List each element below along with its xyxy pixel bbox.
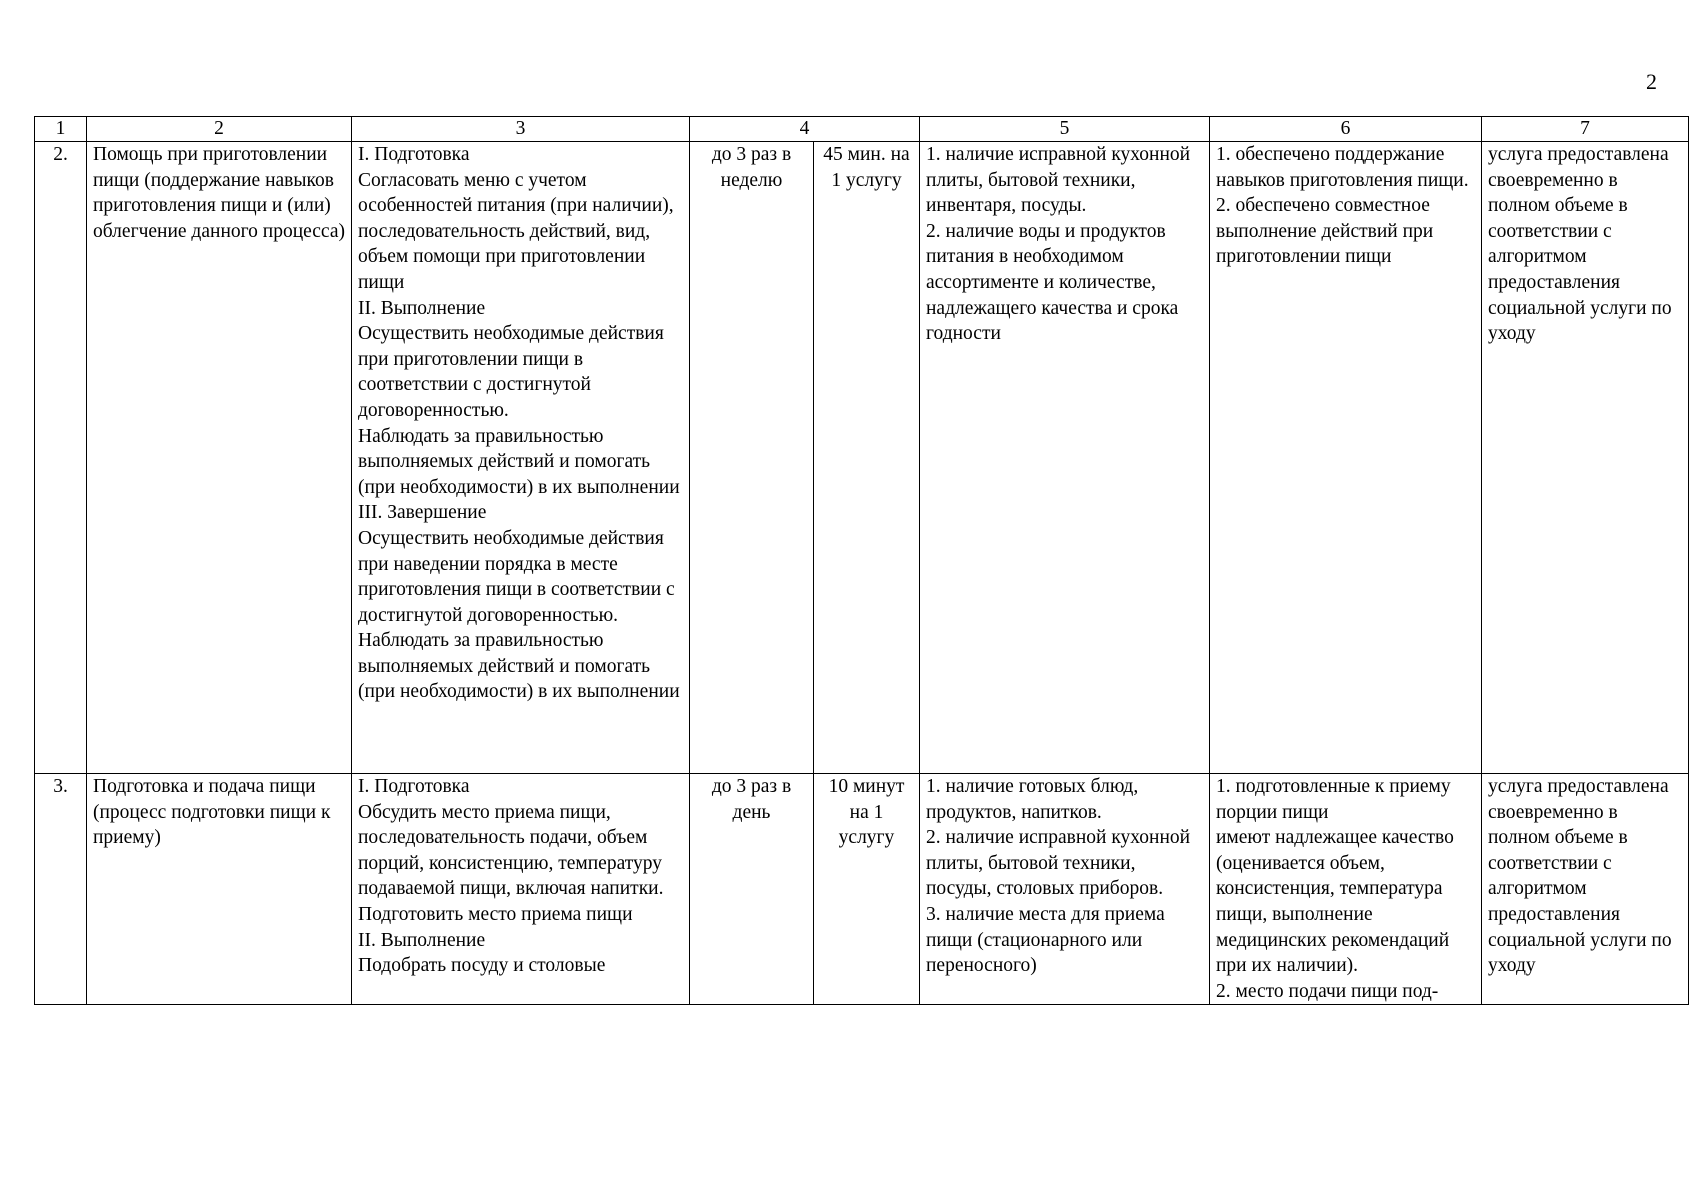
service-description: I. Подготовка Согласовать меню с учетом особенностей питания (при наличии), последовательность действий, вид, объем помощи при приготовлении пищи II. Выполнение Осуществить необходимые действия при приготовлении пищи в соответствии с достигнутой договоренностью. Наблюдать за правильностью выполняемых действий и помогать (при необходимости) в их выполнении III. Завершение Осуществить необходимые действия при наведении порядка в месте приготовления пищи в соответствии с достигнутой договоренностью. Наблюдать за правильностью выполняемых действий и помогать (при необходимости) в их выполнении: [352, 142, 690, 774]
service-results: 1. обеспечено поддержание навыков приготовления пищи. 2. обеспечено совместное выполнение действий при приготовлении пищи: [1210, 142, 1482, 774]
column-header-7: 7: [1482, 117, 1689, 142]
row-number: 2.: [35, 142, 87, 774]
service-description: I. Подготовка Обсудить место приема пищи, последовательность подачи, объем порций, консистенцию, температуру подаваемой пищи, включая напитки. Подготовить место приема пищи II. Выполнение Подобрать посуду и столовые: [352, 774, 690, 1005]
service-conditions: 1. наличие исправной кухонной плиты, бытовой техники, инвентаря, посуды. 2. наличие воды и продуктов питания в необходимом ассортименте и количестве, надлежащего качества и срока годности: [920, 142, 1210, 774]
service-name: Помощь при приготовлении пищи (поддержание навыков приготовления пищи и (или) облегчение данного процесса): [87, 142, 352, 774]
service-duration: 45 мин. на 1 услугу: [814, 142, 920, 774]
column-header-2: 2: [87, 117, 352, 142]
service-name: Подготовка и подача пищи (процесс подготовки пищи к приему): [87, 774, 352, 1005]
service-evaluation: услуга предоставлена своевременно в полном объеме в соответствии с алгоритмом предоставления социальной услуги по уходу: [1482, 142, 1689, 774]
column-header-3: 3: [352, 117, 690, 142]
column-header-4: 4: [690, 117, 920, 142]
column-header-5: 5: [920, 117, 1210, 142]
row-number: 3.: [35, 774, 87, 1005]
service-results: 1. подготовленные к приему порции пищи имеют надлежащее качество (оценивается объем, консистенция, температура пищи, выполнение медицинских рекомендаций при их наличии). 2. место подачи пищи под-: [1210, 774, 1482, 1005]
service-frequency: до 3 раз в неделю: [690, 142, 814, 774]
table-row: [35, 142, 1689, 774]
service-standards-table: [34, 116, 1689, 1005]
service-conditions: 1. наличие готовых блюд, продуктов, напитков. 2. наличие исправной кухонной плиты, бытовой техники, посуды, столовых приборов. 3. наличие места для приема пищи (стационарного или переносного): [920, 774, 1210, 1005]
service-frequency: до 3 раз в день: [690, 774, 814, 1005]
column-header-1: 1: [35, 117, 87, 142]
page-number: 2: [1646, 69, 1657, 94]
column-header-6: 6: [1210, 117, 1482, 142]
service-duration: 10 минут на 1 услугу: [814, 774, 920, 1005]
table-row: [35, 774, 1689, 1005]
service-evaluation: услуга предоставлена своевременно в полном объеме в соответствии с алгоритмом предоставления социальной услуги по уходу: [1482, 774, 1689, 1005]
header-row: [35, 117, 1689, 142]
